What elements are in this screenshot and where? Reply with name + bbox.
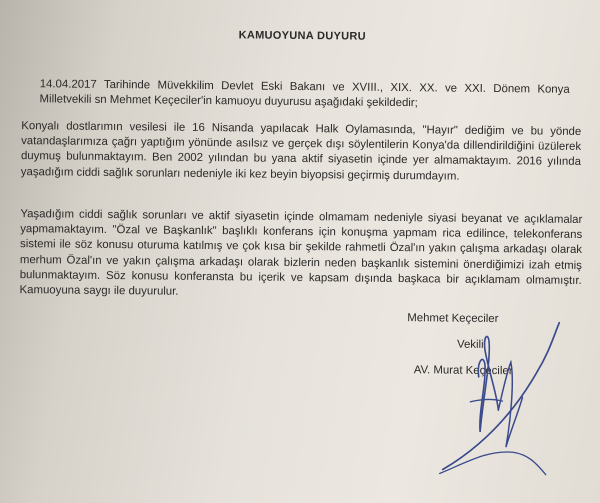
paragraph-explanation: Yaşadığım ciddi sağlık sorunları ve aktif siyasetin içinde olmamam nedeniyle siyasi beyanat ve açıklamalar yapmamaktayım. "Özal ve Başkanlık" başlıklı konferans için konuşma yapmam rica edilince, telekonferans sistemi ile söz konusu oturuma katılmış ve çok kısa bir şekilde rahmetli Özal'ın yakın çalışma arkadaşı olarak merhum Özal'ın ve yakın çalışma arkadaşı olarak bizlerin neden başkanlık sistemini önerdiğimizi izah etmiş bulunmaktayım. Söz konusu konferansta bu içerik ve kapsam dışında başkaca bir açıklamam olmamıştır. Kamuoyuna saygı ile duyurulur. (19, 208, 583, 298)
paragraph-intro: 14.04.2017 Tarihinde Müvekkilim Devlet Eski Bakanı ve XVIII., XIX. XX. ve XXI. Dönem Konya Milletvekili sn Mehmet Keçeciler'in kamuoyu duyurusu aşağıdaki şekildedir; (39, 78, 570, 110)
paragraph-statement: Konyalı dostlarımın vesilesi ile 16 Nisanda yapılacak Halk Oylamasında, "Hayır" dediğim ve bu yönde vatandaşlarımıza çağrı yaptığım yönünde asılsız ve gerçek dışı söylentilerin Konya'da dillendirildiğini üzülerek duymuş bulunmaktayım. Ben 2002 yılından bu yana aktif siyasetin içinde yer almamaktayım. 2016 yılında yaşadığım ciddi sağlık sorunları nedeniyle iki kez beyin biyopsisi geçirmiş durumdayım. (20, 120, 582, 183)
document-title: KAMUOYUNA DUYURU (238, 29, 366, 43)
signatory-role: Vekili (456, 338, 484, 351)
lawyer-name: AV. Murat Keçeciler (413, 364, 513, 378)
signatory-name: Mehmet Keçeciler (407, 312, 499, 326)
handwritten-signature (417, 301, 579, 503)
